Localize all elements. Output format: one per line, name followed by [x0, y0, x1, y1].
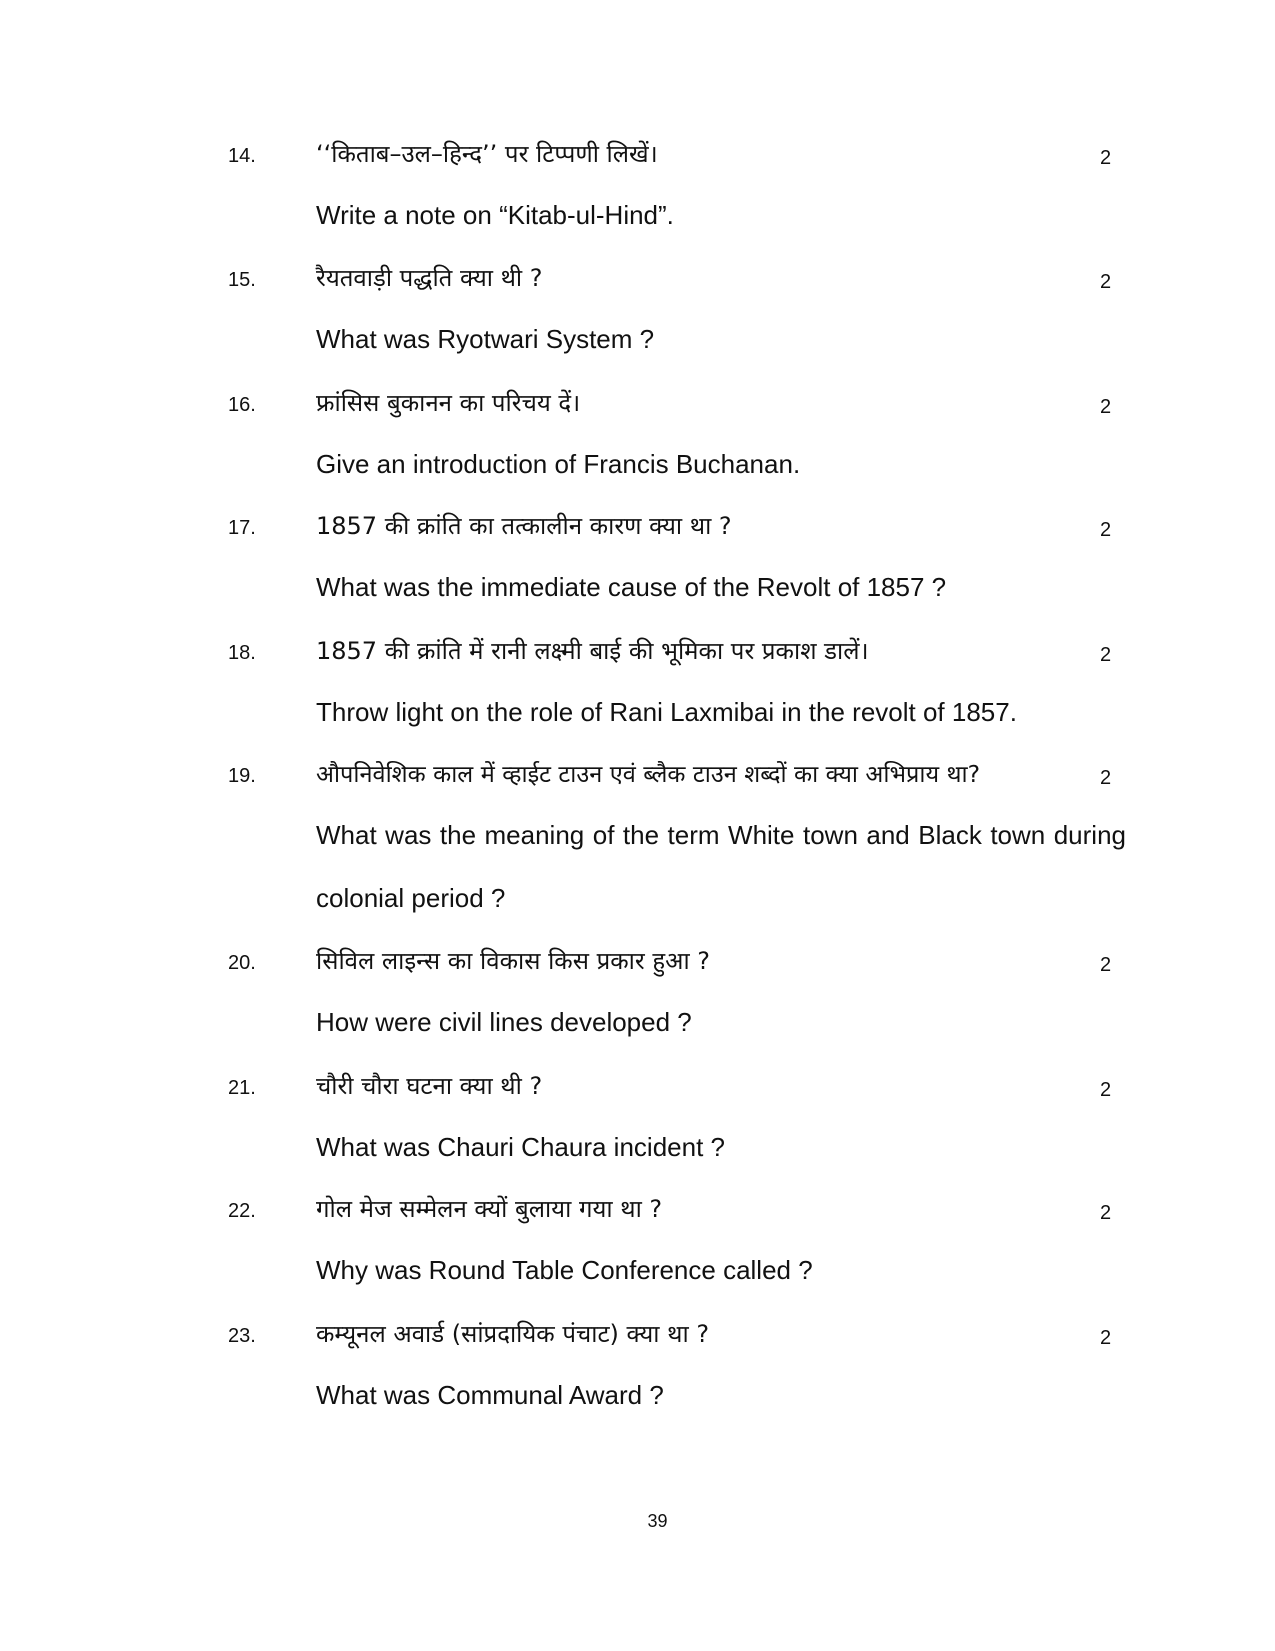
question-hindi-text: रैयतवाड़ी पद्धति क्या थी ? [316, 264, 543, 292]
question-hindi-text: सिविल लाइन्स का विकास किस प्रकार हुआ ? [316, 947, 710, 975]
question-number: 18. [228, 642, 256, 664]
question-number: 21. [228, 1077, 256, 1099]
question-english-text: Write a note on “Kitab-ul-Hind”. [316, 200, 674, 230]
question-hindi-text: फ्रांसिस बुकानन का परिचय दें। [316, 389, 581, 417]
question-english-text: What was Chauri Chaura incident ? [316, 1132, 725, 1162]
question-english-text: How were civil lines developed ? [316, 1007, 692, 1037]
question-number: 15. [228, 269, 256, 291]
question-english-text: Why was Round Table Conference called ? [316, 1255, 813, 1285]
question-marks: 2 [1100, 271, 1112, 293]
question-english-text: Throw light on the role of Rani Laxmibai in the revolt of 1857. [316, 697, 1017, 727]
question-english-text: What was Ryotwari System ? [316, 324, 655, 354]
question-english-text: What was the meaning of the term White town and Black town during colonial period ? [316, 820, 1126, 913]
question-hindi-text: चौरी चौरा घटना क्या थी ? [316, 1072, 543, 1100]
question-number: 22. [228, 1200, 256, 1222]
question-english-text: Give an introduction of Francis Buchanan. [316, 449, 801, 479]
page-number: 39 [647, 1511, 668, 1531]
question-marks: 2 [1100, 1079, 1112, 1101]
question-number: 17. [228, 517, 256, 539]
question-hindi-text: गोल मेज सम्मेलन क्यों बुलाया गया था ? [316, 1195, 663, 1223]
question-hindi-text: 1857 की क्रांति में रानी लक्ष्मी बाई की भूमिका पर प्रकाश डालें। [316, 637, 869, 665]
question-number: 19. [228, 765, 256, 787]
question-marks: 2 [1100, 396, 1112, 418]
question-number: 20. [228, 952, 256, 974]
question-number: 14. [228, 145, 256, 167]
question-marks: 2 [1100, 954, 1112, 976]
question-english-text: What was Communal Award ? [316, 1380, 664, 1410]
question-hindi-text: ‘‘किताब–उल–हिन्द’’ पर टिप्पणी लिखें। [316, 140, 658, 168]
question-hindi-text: 1857 की क्रांति का तत्कालीन कारण क्या था ? [316, 512, 732, 540]
question-number: 16. [228, 394, 256, 416]
question-hindi-text: औपनिवेशिक काल में व्हाईट टाउन एवं ब्लैक टाउन शब्दों का क्या अभिप्राय था? [316, 760, 981, 788]
question-marks: 2 [1100, 147, 1112, 169]
question-english-text: What was the immediate cause of the Revolt of 1857 ? [316, 572, 947, 602]
question-marks: 2 [1100, 1202, 1112, 1224]
question-number: 23. [228, 1325, 256, 1347]
question-hindi-text: कम्यूनल अवार्ड (सांप्रदायिक पंचाट) क्या था ? [316, 1320, 710, 1348]
question-marks: 2 [1100, 1327, 1112, 1349]
question-marks: 2 [1100, 767, 1112, 789]
question-marks: 2 [1100, 644, 1112, 666]
question-marks: 2 [1100, 519, 1112, 541]
